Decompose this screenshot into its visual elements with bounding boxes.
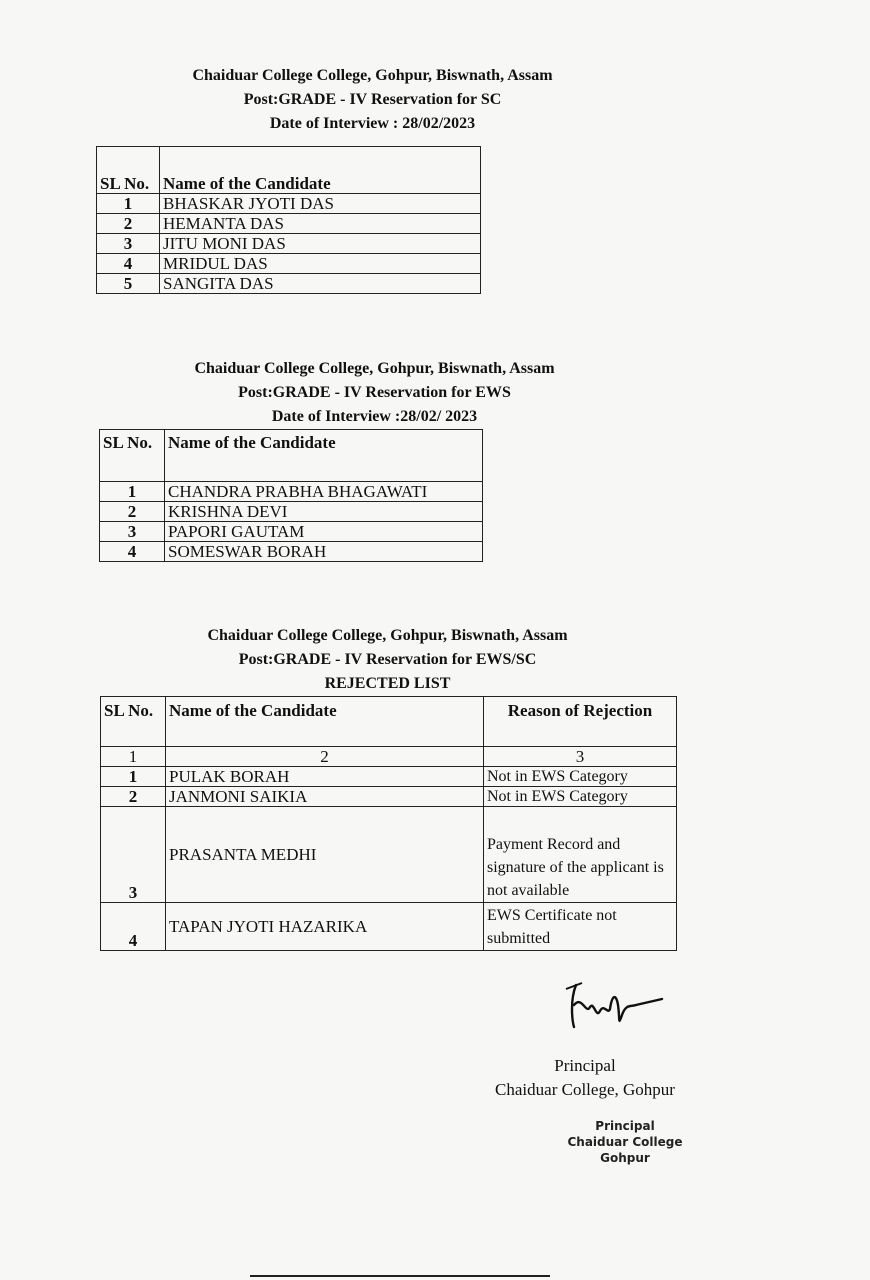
col-sl: SL No. <box>97 147 160 194</box>
candidate-name: JITU MONI DAS <box>160 234 481 254</box>
candidate-name: SOMESWAR BORAH <box>165 542 483 562</box>
candidate-name: HEMANTA DAS <box>160 214 481 234</box>
candidate-name: PAPORI GAUTAM <box>165 522 483 542</box>
signature-scribble <box>562 975 667 1035</box>
col-name: Name of the Candidate <box>165 430 483 482</box>
rejection-reason: Not in EWS Category <box>484 787 677 807</box>
list-title: REJECTED LIST <box>324 675 451 692</box>
candidate-name: MRIDUL DAS <box>160 254 481 274</box>
interview-date: Date of Interview : 28/02/2023 <box>269 115 476 132</box>
table-header-row <box>97 147 481 194</box>
sc-table <box>96 146 481 294</box>
post-title: Post:GRADE - IV Reservation for EWS <box>238 384 511 401</box>
col-sl: SL No. <box>100 430 165 482</box>
table-row: 4 TAPAN JYOTI HAZARIKA EWS Certificate not submitted <box>101 903 677 951</box>
col-reason: Reason of Rejection <box>484 697 677 747</box>
college-title: Chaiduar College College, Gohpur, Biswnath, Assam <box>192 67 553 84</box>
post-title: Post:GRADE - IV Reservation for SC <box>243 91 502 108</box>
table-row: 3 PRASANTA MEDHI Payment Record and signature of the applicant is not available <box>101 807 677 903</box>
table-row: 2 JANMONI SAIKIA Not in EWS Category <box>101 787 677 807</box>
table-row: 4 MRIDUL DAS <box>97 254 481 274</box>
candidate-name: BHASKAR JYOTI DAS <box>160 194 481 214</box>
table-row: 1 CHANDRA PRABHA BHAGAWATI <box>100 482 483 502</box>
table-row: 5 SANGITA DAS <box>97 274 481 294</box>
college-title: Chaiduar College College, Gohpur, Biswnath, Assam <box>194 360 555 377</box>
candidate-name: PULAK BORAH <box>166 767 484 787</box>
rejected-header <box>165 624 610 696</box>
col-name: Name of the Candidate <box>166 697 484 747</box>
table-row: 4 SOMESWAR BORAH <box>100 542 483 562</box>
candidate-name: KRISHNA DEVI <box>165 502 483 522</box>
signatory-title: Principal <box>554 1056 616 1075</box>
table-row: 3 PAPORI GAUTAM <box>100 522 483 542</box>
rejection-reason: Not in EWS Category <box>484 767 677 787</box>
candidate-name: PRASANTA MEDHI <box>166 807 484 903</box>
college-title: Chaiduar College College, Gohpur, Biswnath, Assam <box>207 627 568 644</box>
rejection-reason: EWS Certificate not submitted <box>484 903 677 951</box>
candidate-name: CHANDRA PRABHA BHAGAWATI <box>165 482 483 502</box>
post-title: Post:GRADE - IV Reservation for EWS/SC <box>238 651 537 668</box>
table-row: 1 PULAK BORAH Not in EWS Category <box>101 767 677 787</box>
table-row: 2 KRISHNA DEVI <box>100 502 483 522</box>
signature-block <box>470 1054 700 1102</box>
signatory-org: Chaiduar College, Gohpur <box>495 1080 675 1099</box>
candidate-name: SANGITA DAS <box>160 274 481 294</box>
interview-date: Date of Interview :28/02/ 2023 <box>271 408 478 425</box>
rejection-reason: Payment Record and signature of the applicant is not available <box>484 807 677 903</box>
ews-table <box>99 429 483 562</box>
ews-header <box>152 357 597 429</box>
table-header-row <box>101 697 677 747</box>
rejected-table <box>100 696 677 951</box>
principal-stamp: Principal Chaiduar College Gohpur <box>567 1119 683 1165</box>
candidate-name: TAPAN JYOTI HAZARIKA <box>166 903 484 951</box>
sc-header <box>150 64 595 136</box>
table-row: 2 HEMANTA DAS <box>97 214 481 234</box>
table-row: 1 BHASKAR JYOTI DAS <box>97 194 481 214</box>
page-edge-line <box>250 1275 550 1277</box>
candidate-name: JANMONI SAIKIA <box>166 787 484 807</box>
index-row: 1 2 3 <box>101 747 677 767</box>
table-header-row <box>100 430 483 482</box>
col-sl: SL No. <box>101 697 166 747</box>
table-row: 3 JITU MONI DAS <box>97 234 481 254</box>
col-name: Name of the Candidate <box>160 147 481 194</box>
